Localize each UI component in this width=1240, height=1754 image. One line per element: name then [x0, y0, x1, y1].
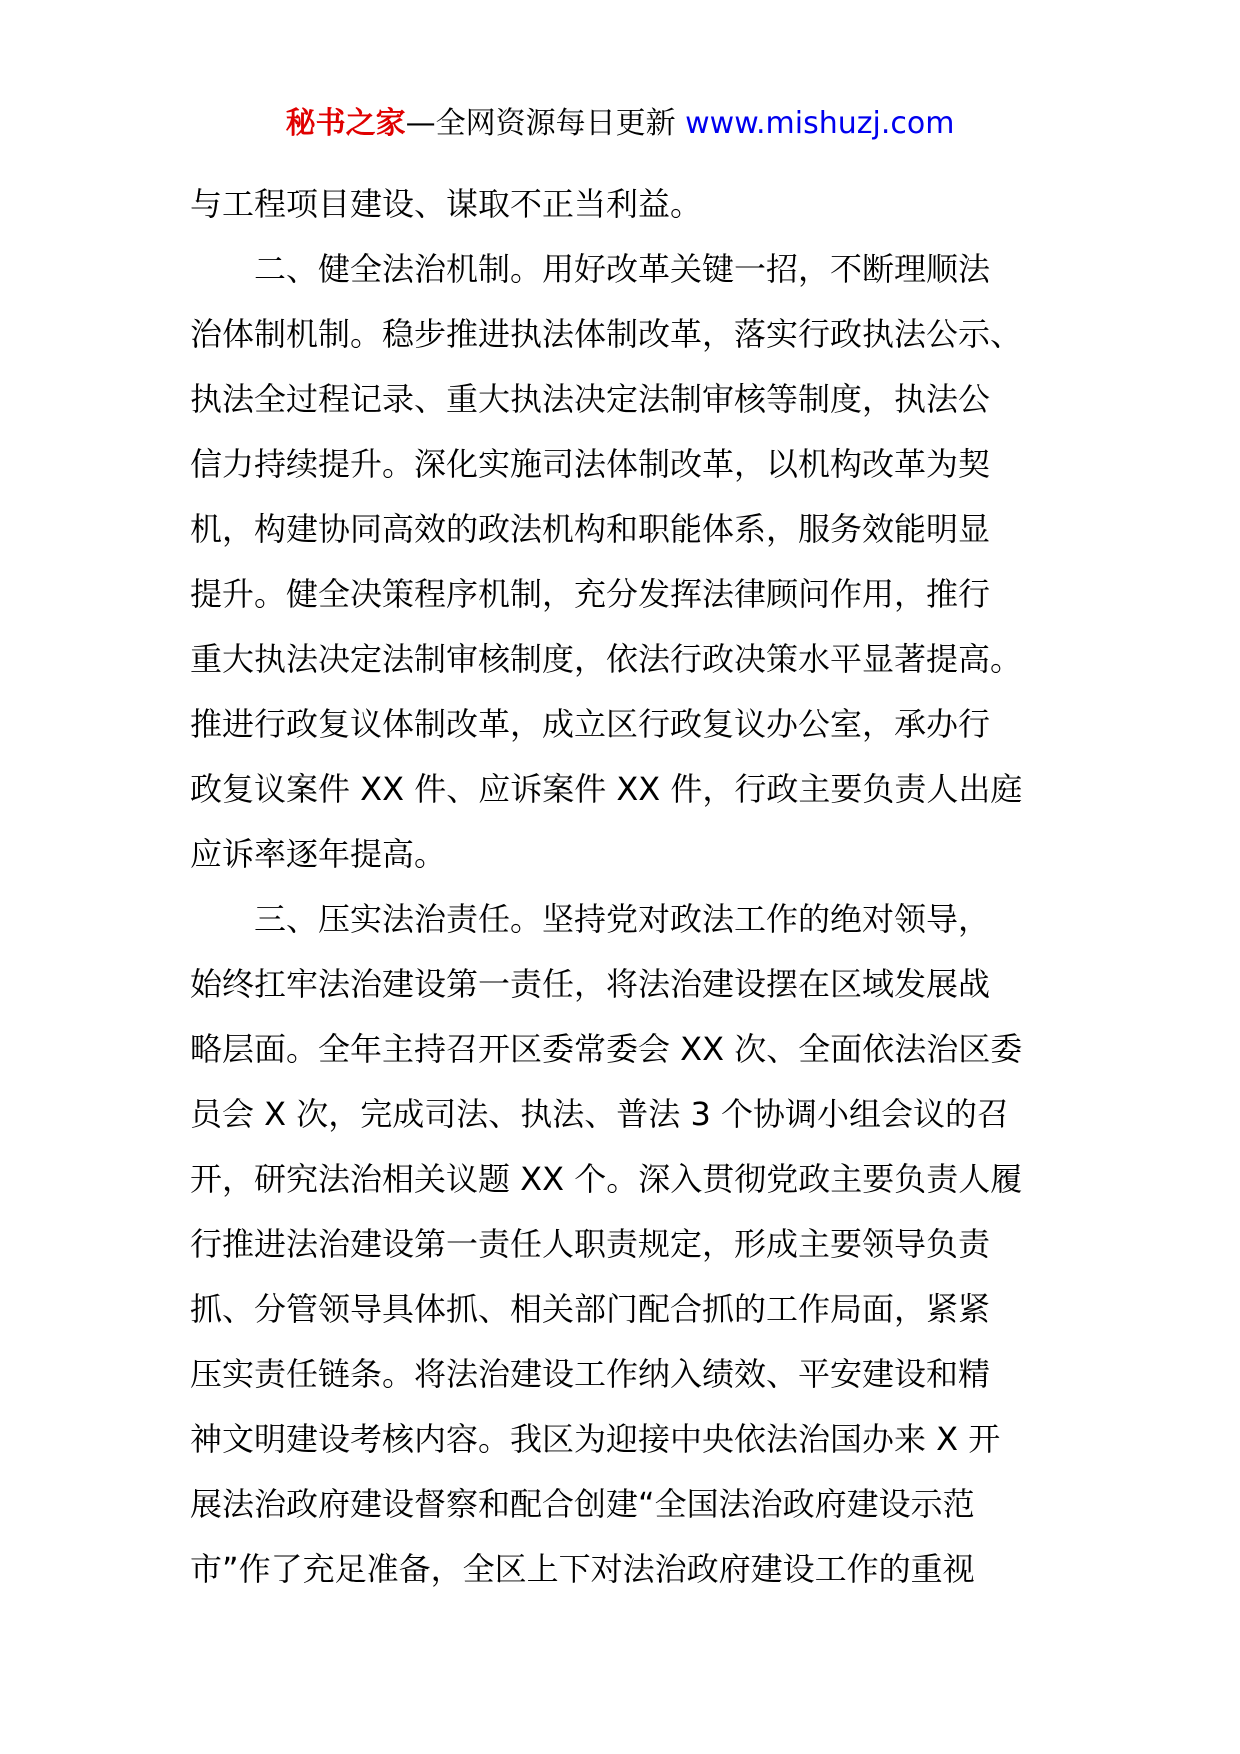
site-url-link[interactable]: www.mishuzj.com: [685, 106, 955, 141]
text-line: 神文明建设考核内容。我区为迎接中央依法治国办来 X 开: [190, 1420, 1001, 1458]
text-line: 执法全过程记录、重大执法决定法制审核等制度，执法公: [190, 380, 991, 418]
text-line: 应诉率逐年提高。: [190, 835, 447, 873]
text-line: 提升。健全决策程序机制，充分发挥法律顾问作用，推行: [190, 575, 991, 613]
text-line: 员会 X 次，完成司法、执法、普法 3 个协调小组会议的召: [190, 1095, 1009, 1133]
text-line: 市”作了充足准备，全区上下对法治政府建设工作的重视: [190, 1550, 975, 1588]
document-body: [190, 172, 1070, 1602]
text-line: 机，构建协同高效的政法机构和职能体系，服务效能明显: [190, 510, 991, 548]
text-line: 重大执法决定法制审核制度，依法行政决策水平显著提高。: [190, 640, 1023, 678]
text-line: 信力持续提升。深化实施司法体制改革，以机构改革为契: [190, 445, 991, 483]
text-line: 行推进法治建设第一责任人职责规定，形成主要领导负责: [190, 1225, 991, 1263]
text-line: 与工程项目建设、谋取不正当利益。: [190, 185, 703, 223]
text-line: 抓、分管领导具体抓、相关部门配合抓的工作局面，紧紧: [190, 1290, 991, 1328]
text-line: 二、健全法治机制。用好改革关键一招，不断理顺法: [190, 250, 991, 288]
text-line: 开，研究法治相关议题 XX 个。深入贯彻党政主要负责人履: [190, 1160, 1023, 1198]
text-line: 治体制机制。稳步推进执法体制改革，落实行政执法公示、: [190, 315, 1023, 353]
text-line: 三、压实法治责任。坚持党对政法工作的绝对领导，: [190, 900, 991, 938]
site-header: [0, 100, 1240, 148]
text-line: 始终扛牢法治建设第一责任，将法治建设摆在区域发展战: [190, 965, 991, 1003]
text-line: 压实责任链条。将法治建设工作纳入绩效、平安建设和精: [190, 1355, 991, 1393]
text-line: 展法治政府建设督察和配合创建“全国法治政府建设示范: [190, 1485, 975, 1523]
text-line: 略层面。全年主持召开区委常委会 XX 次、全面依法治区委: [190, 1030, 1023, 1068]
text-line: 政复议案件 XX 件、应诉案件 XX 件，行政主要负责人出庭: [190, 770, 1023, 808]
brand-name: 秘书之家: [285, 106, 406, 141]
text-line: 推进行政复议体制改革，成立区行政复议办公室，承办行: [190, 705, 991, 743]
header-slogan: —全网资源每日更新: [405, 106, 686, 141]
